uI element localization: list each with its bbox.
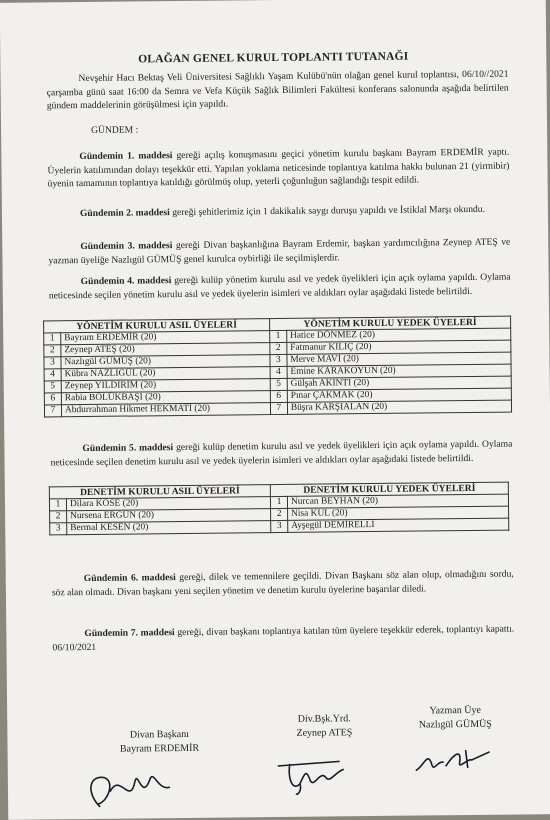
item-2 <box>48 203 510 221</box>
yazman-signature <box>409 740 499 781</box>
denetim-asil-number: 1 <box>49 499 66 511</box>
signature-block-yrd <box>279 712 369 741</box>
yrd-name: Zeynep ATEŞ <box>296 727 353 739</box>
signature-block-yazman <box>405 704 505 733</box>
yonetim-asil-number: 1 <box>44 333 61 345</box>
yrd-title: Div.Bşk.Yrd. <box>297 713 351 725</box>
signature-block-divan <box>99 728 219 757</box>
denetim-yedek-member: Nisa KUL (20) <box>288 506 509 520</box>
item-1 <box>47 146 509 192</box>
yonetim-asil-number: 2 <box>44 345 61 357</box>
item-7 <box>52 623 514 655</box>
yonetim-yedek-member: Merve MAVİ (20) <box>287 352 511 366</box>
item-4-label: Gündemin 4. maddesi <box>80 275 172 288</box>
denetim-asil-member: Dilara KÖSE (20) <box>66 497 270 511</box>
item-7-label: Gündemin 7. maddesi <box>84 627 175 640</box>
item-2-label: Gündemin 2. maddesi <box>79 207 170 220</box>
denetim-yedek-number: 3 <box>271 520 288 532</box>
denetim-kurulu-table <box>49 482 509 536</box>
denetim-yedek-number: 1 <box>270 496 287 508</box>
item-5-text: gereği kulüp denetim kurulu asıl ve yedek üyelikleri için açık oylama yapıldı. Oylama neticesinde seçilen denetim kurulu asıl ve yedek üyelerin isimleri ve aldıkları oylar aşağıdaki listede belirtildi. <box>50 438 513 468</box>
yonetim-kurulu-table <box>43 316 512 418</box>
denetim-asil-member: Bermal KESEN (20) <box>67 521 271 535</box>
yonetim-asil-number: 4 <box>44 369 61 381</box>
item-5-label: Gündemin 5. maddesi <box>82 442 174 455</box>
divan-title: Divan Başkanı <box>129 728 190 741</box>
yonetim-asil-member: Nazlıgül GÜMÜŞ (20) <box>61 355 270 369</box>
item-4-text: gereği kulüp yönetim kurulu asıl ve yedek üyelikleri için açık oylama yapıldı. Oylama neticesinde seçilen yönetim kurulu asıl ve yedek üyelerin isimleri ve aldıkları oylar aşağıdaki listede belirtildi. <box>48 271 511 301</box>
yonetim-asil-member: Bayram ERDEMİR (20) <box>61 331 270 345</box>
gundem-heading: GÜNDEM : <box>91 124 139 136</box>
yazman-name: Nazlıgül GÜMÜŞ <box>418 718 492 731</box>
item-3 <box>48 236 510 268</box>
denetim-yedek-member: Ayşegül DEMİRELLİ <box>288 518 509 532</box>
yonetim-yedek-member: Fatmanur KILIÇ (20) <box>287 340 511 354</box>
yonetim-asil-member: Rabia BÖLÜKBAŞI (20) <box>61 391 270 405</box>
item-1-label: Gündemin 1. maddesi <box>79 150 173 163</box>
item-6 <box>52 568 514 600</box>
yonetim-asil-number: 3 <box>44 357 61 369</box>
denetim-asil-member: Nursena ERGÜN (20) <box>67 509 271 523</box>
yonetim-yedek-header: YÖNETİM KURULU YEDEK ÜYELERİ <box>269 316 510 331</box>
yonetim-asil-number: 6 <box>44 393 61 405</box>
yonetim-yedek-number: 1 <box>270 330 287 342</box>
yonetim-yedek-number: 6 <box>270 390 287 402</box>
yonetim-yedek-member: Büşra KARŞIALAN (20) <box>287 400 511 414</box>
yonetim-yedek-number: 5 <box>270 378 287 390</box>
item-1-text: gereği açılış konuşmasını geçici yönetim kurulu başkanı Bayram ERDEMİR yaptı. Üyelerin katılımından dolayı teşekkür etti. Yapılan yoklama neticesinde toplantıya katılma hakkı bulunan 21 (yirmibir) üyenin tamamının toplantıya katıldığı görülmüş olup, yeterli çoğunluğun sağlandığı tespit edildi. <box>47 146 510 190</box>
yonetim-asil-member: Zeynep ATEŞ (20) <box>61 343 270 357</box>
denetim-yedek-header: DENETİM KURULU YEDEK ÜYELERİ <box>270 482 508 496</box>
yonetim-asil-number: 7 <box>44 405 61 417</box>
item-3-text: gereği Divan başkanlığına Bayram Erdemir, başkan yardımcılığına Zeynep ATEŞ ve yazman üyeliğe Nazlıgül GÜMÜŞ genel kurulca oybirliği ile seçilmişlerdir. <box>48 236 511 266</box>
denetim-asil-number: 3 <box>50 523 67 535</box>
item-2-text: gereği şehitlerimiz için 1 dakikalık saygı duruşu yapıldı ve İstiklal Marşı okundu. <box>169 203 486 219</box>
yonetim-asil-member: Zeynep YILDIRIM (20) <box>61 379 270 393</box>
divan-signature <box>80 761 181 817</box>
divan-name: Bayram ERDEMİR <box>119 742 200 755</box>
yonetim-yedek-number: 2 <box>270 342 287 354</box>
yonetim-yedek-member: Pınar ÇAKMAK (20) <box>287 388 511 402</box>
yonetim-asil-member: Abdurrahman Hikmet HEKMATİ (20) <box>61 403 270 417</box>
item-4 <box>49 271 511 303</box>
yonetim-yedek-member: Emine KARAKOYUN (20) <box>287 364 511 378</box>
yonetim-yedek-number: 7 <box>270 402 287 414</box>
yonetim-asil-member: Kübra NAZLIGÜL (20) <box>61 367 270 381</box>
denetim-asil-number: 2 <box>50 511 67 523</box>
yonetim-asil-number: 5 <box>44 381 61 393</box>
yazman-title: Yazman Üye <box>429 704 481 717</box>
item-6-text: gereği, dilek ve temennilere geçildi. Divan Başkanı söz alan olup, olmadığını sordu, söz alan olmadı. Divan başkanı yeni seçilen yönetim ve denetim kurulu üyelerine başarılar diledi. <box>51 568 514 598</box>
yonetim-yedek-member: Gülşah AKINTI (20) <box>287 376 511 390</box>
yonetim-yedek-member: Hatice DÖNMEZ (20) <box>287 328 511 342</box>
denetim-yedek-number: 2 <box>271 508 288 520</box>
yonetim-asil-header: YÖNETİM KURULU ASIL ÜYELERİ <box>44 319 270 333</box>
denetim-yedek-member: Nurcan BEYHAN (20) <box>287 494 508 508</box>
document-title: OLAĞAN GENEL KURUL TOPLANTI TUTANAĞI <box>138 50 409 66</box>
item-6-label: Gündemin 6. maddesi <box>83 572 176 585</box>
intro-text: Nevşehir Hacı Bektaş Veli Üniversitesi Sağlıklı Yaşam Kulübü'nün olağan genel kurul toplantısı, 06/10//2021 çarşamba günü saat 16:00 da Semra ve Vefa Küçük Sağlık Bilimleri Fakültesi konferans salonunda aşağıda belirtilen gündem maddelerinin görüşülmesi için yapıldı. <box>46 68 509 112</box>
yonetim-yedek-number: 4 <box>270 366 287 378</box>
denetim-asil-header: DENETİM KURULU ASIL ÜYELERİ <box>49 485 270 499</box>
item-5 <box>50 438 512 470</box>
intro-paragraph <box>46 68 508 114</box>
yonetim-yedek-number: 3 <box>270 354 287 366</box>
yrd-signature <box>270 747 361 798</box>
item-3-label: Gündemin 3. maddesi <box>80 240 173 253</box>
item-7-text: gereği, divan başkanı toplantıya katılan tüm üyelere teşekkür ederek, toplantıyı kapattı. 06/10/2021 <box>52 623 515 653</box>
